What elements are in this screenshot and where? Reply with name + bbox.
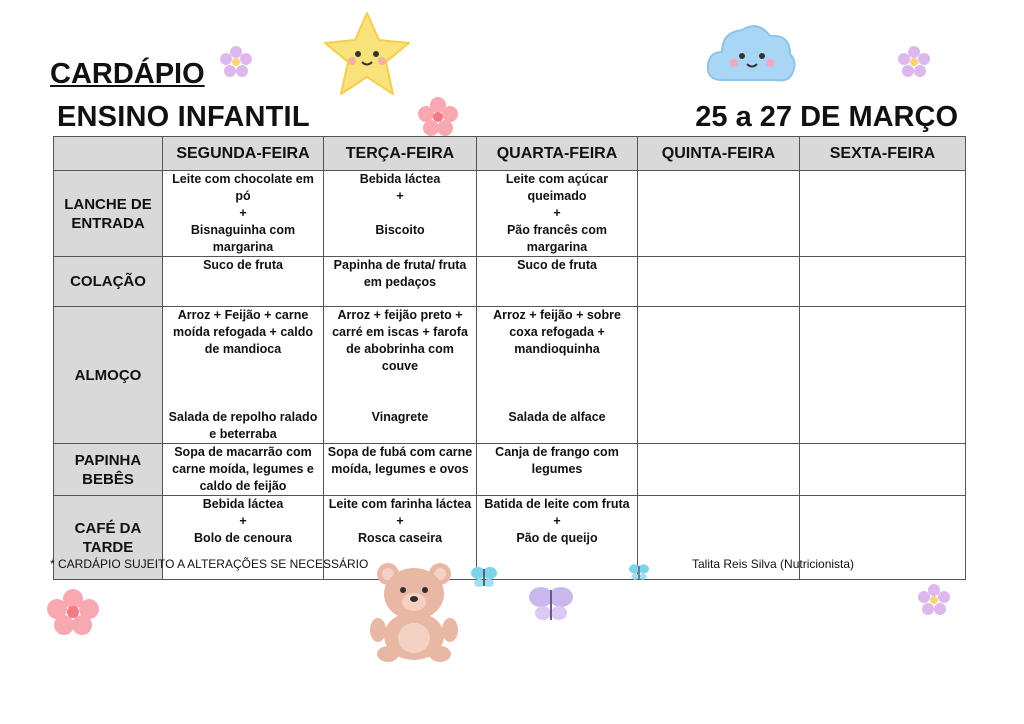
menu-cell bbox=[800, 171, 966, 257]
menu-item-line: Batida de leite com fruta bbox=[484, 497, 630, 511]
menu-item-line: de abobrinha com bbox=[346, 342, 454, 356]
star-icon bbox=[322, 10, 412, 98]
menu-cell bbox=[800, 444, 966, 496]
flower-icon bbox=[916, 582, 952, 618]
menu-item-line: Sopa de macarrão com bbox=[174, 445, 312, 459]
menu-row bbox=[54, 444, 966, 496]
meal-label-line: PAPINHA bbox=[74, 451, 142, 469]
menu-item-line: Arroz + feijão + sobre bbox=[493, 308, 621, 322]
menu-row bbox=[54, 307, 966, 444]
meal-label bbox=[54, 171, 163, 257]
menu-item-line: Leite com açúcar bbox=[505, 172, 609, 186]
menu-item-line: e beterraba bbox=[209, 427, 277, 441]
menu-cell bbox=[800, 257, 966, 307]
menu-item-line: couve bbox=[381, 359, 419, 373]
menu-item-line: pó bbox=[235, 189, 251, 203]
date-range: 25 a 27 DE MARÇO bbox=[695, 101, 958, 133]
meal-label-line: COLAÇÃO bbox=[70, 273, 146, 290]
menu-cell bbox=[324, 171, 477, 257]
header-row bbox=[54, 137, 966, 171]
meal-label bbox=[54, 257, 163, 307]
menu-cell bbox=[800, 307, 966, 444]
menu-item-line: legumes bbox=[531, 462, 583, 476]
menu-row bbox=[54, 257, 966, 307]
menu-item-line: margarina bbox=[212, 240, 274, 254]
teddy-bear-icon bbox=[368, 560, 460, 664]
flower-icon bbox=[218, 44, 254, 80]
menu-item-line: Vinagrete bbox=[371, 410, 429, 424]
menu-cell bbox=[163, 257, 324, 307]
spacer bbox=[326, 375, 474, 409]
menu-item-line: + bbox=[239, 514, 247, 528]
menu-item-line: Sopa de fubá com carne bbox=[327, 445, 473, 459]
menu-item-line: Suco de fruta bbox=[517, 258, 597, 272]
menu-item-line: caldo de feijão bbox=[199, 479, 287, 493]
menu-item-line: Arroz + feijão preto + bbox=[337, 308, 463, 322]
page-title: CARDÁPIO bbox=[50, 58, 205, 90]
day-header: QUINTA-FEIRA bbox=[638, 137, 800, 171]
flower-icon bbox=[896, 44, 932, 80]
meal-label-line: TARDE bbox=[82, 538, 134, 556]
menu-cell bbox=[477, 171, 638, 257]
menu-item-line: moída refogada + caldo bbox=[173, 325, 313, 339]
menu-item-line: em pedaços bbox=[363, 275, 437, 289]
butterfly-icon bbox=[628, 562, 650, 582]
menu-item-line: Bebida láctea bbox=[359, 172, 441, 186]
menu-item-line: + bbox=[553, 206, 561, 220]
menu-item-line: Salada de alface bbox=[508, 410, 606, 424]
menu-row bbox=[54, 171, 966, 257]
butterfly-icon bbox=[470, 564, 498, 590]
menu-cell bbox=[638, 257, 800, 307]
menu-item-line: Leite com farinha láctea bbox=[328, 497, 472, 511]
menu-item-line: Bisnaguinha com bbox=[190, 223, 296, 237]
nutritionist-signature: Talita Reis Silva (Nutricionista) bbox=[692, 557, 855, 571]
menu-table bbox=[53, 136, 966, 580]
menu-item-line bbox=[326, 205, 474, 222]
menu-cell bbox=[163, 307, 324, 444]
menu-cell bbox=[163, 171, 324, 257]
menu-item-line: Rosca caseira bbox=[357, 531, 443, 545]
menu-item-line: Suco de fruta bbox=[203, 258, 283, 272]
meal-label-line: ALMOÇO bbox=[74, 366, 142, 384]
menu-item-line: moída, legumes e ovos bbox=[331, 462, 469, 476]
menu-item-line: margarina bbox=[526, 240, 588, 254]
menu-item-line: coxa refogada + bbox=[509, 325, 605, 339]
spacer bbox=[165, 358, 321, 409]
flower-icon bbox=[44, 588, 102, 636]
meal-label bbox=[54, 307, 163, 444]
menu-cell bbox=[477, 496, 638, 580]
menu-cell bbox=[638, 444, 800, 496]
meal-label-line: ENTRADA bbox=[71, 214, 145, 232]
menu-item-line: de mandioca bbox=[204, 342, 282, 356]
menu-item-line: Biscoito bbox=[375, 223, 425, 237]
menu-item-line: + bbox=[396, 189, 404, 203]
meal-label-line: CAFÉ DA bbox=[74, 519, 142, 537]
menu-cell bbox=[324, 307, 477, 444]
menu-cell bbox=[477, 444, 638, 496]
menu-item-line: + bbox=[553, 514, 561, 528]
menu-item-line: Leite com chocolate em bbox=[172, 172, 314, 186]
menu-item-line: mandioquinha bbox=[514, 342, 600, 356]
menu-item-line: Pão francês com bbox=[506, 223, 608, 237]
menu-item-line: Papinha de fruta/ fruta bbox=[333, 258, 467, 272]
cloud-icon bbox=[704, 18, 798, 88]
spacer bbox=[479, 358, 635, 409]
menu-item-line: Bebida láctea bbox=[202, 497, 284, 511]
menu-item-line: Arroz + Feijão + carne bbox=[177, 308, 309, 322]
menu-item-line: Bolo de cenoura bbox=[194, 531, 292, 545]
flower-icon bbox=[416, 96, 460, 138]
menu-cell bbox=[324, 257, 477, 307]
menu-cell bbox=[163, 444, 324, 496]
menu-cell bbox=[638, 307, 800, 444]
menu-item-line: + bbox=[396, 514, 404, 528]
corner-cell bbox=[54, 137, 163, 171]
menu-item-line: queimado bbox=[527, 189, 587, 203]
menu-item-line: + bbox=[239, 206, 247, 220]
butterfly-icon bbox=[528, 584, 574, 624]
meal-label-line: BEBÊS bbox=[82, 470, 134, 488]
day-header: SEXTA-FEIRA bbox=[800, 137, 966, 171]
day-header: SEGUNDA-FEIRA bbox=[163, 137, 324, 171]
day-header: QUARTA-FEIRA bbox=[477, 137, 638, 171]
meal-label-line: LANCHE DE bbox=[64, 195, 152, 213]
meal-label bbox=[54, 444, 163, 496]
menu-item-line: carne moída, legumes e bbox=[172, 462, 314, 476]
menu-cell bbox=[324, 444, 477, 496]
menu-item-line: Pão de queijo bbox=[516, 531, 598, 545]
footer-note: * CARDÁPIO SUJEITO A ALTERAÇÕES SE NECESSÁRIO bbox=[50, 557, 369, 571]
menu-cell bbox=[638, 171, 800, 257]
day-header: TERÇA-FEIRA bbox=[324, 137, 477, 171]
menu-item-line: carré em iscas + farofa bbox=[332, 325, 468, 339]
menu-cell bbox=[477, 257, 638, 307]
menu-item-line: Canja de frango com bbox=[495, 445, 619, 459]
menu-item-line: Salada de repolho ralado bbox=[168, 410, 318, 424]
menu-cell bbox=[477, 307, 638, 444]
page-subtitle: ENSINO INFANTIL bbox=[57, 101, 310, 133]
